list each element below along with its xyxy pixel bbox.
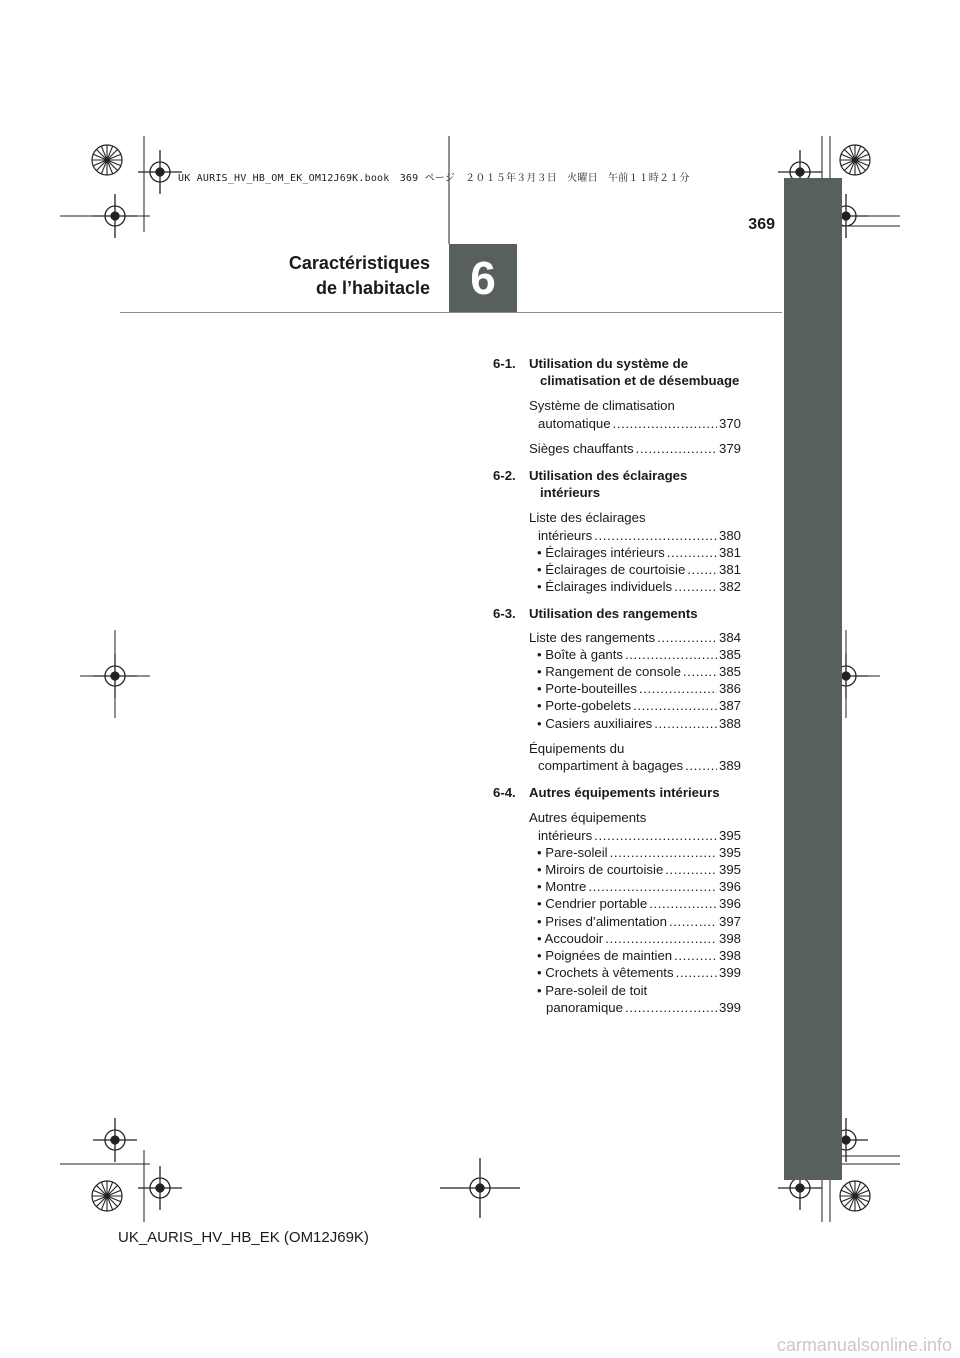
entry-page: 384 xyxy=(718,629,741,645)
toc-subentry[interactable] xyxy=(537,861,741,878)
subentry-label: • Prises d’alimentation xyxy=(537,913,667,929)
subentry-label: • Éclairages intérieurs xyxy=(537,544,665,560)
toc-subentry[interactable] xyxy=(537,715,741,732)
section-number: 6-1. xyxy=(493,356,516,371)
entry-page: 389 xyxy=(718,758,741,774)
toc-subentry[interactable] xyxy=(537,964,741,981)
subentry-label: • Éclairages individuels xyxy=(537,579,673,595)
toc-subentry[interactable] xyxy=(537,930,741,947)
entry-label-line-2: compartiment à bagages xyxy=(538,758,684,774)
entry-label-line-2: intérieurs xyxy=(538,827,593,843)
table-of-contents xyxy=(493,355,741,1016)
chapter-number-tab: 6 xyxy=(449,244,517,312)
subentry-label: • Boîte à gants xyxy=(537,646,623,662)
entry-label-line-1: Liste des éclairages xyxy=(529,510,646,526)
toc-subentry[interactable] xyxy=(537,663,741,680)
entry-page: 395 xyxy=(718,827,741,843)
toc-entry[interactable] xyxy=(529,809,741,843)
subentry-page: 385 xyxy=(718,646,741,662)
toc-subentry[interactable] xyxy=(537,844,741,861)
entry-page: 380 xyxy=(718,527,741,543)
entry-label-line-2: automatique xyxy=(538,415,611,431)
section-title: Utilisation des rangements xyxy=(529,606,698,622)
entry-label-line-1: Équipements du xyxy=(529,740,625,756)
toc-subentry[interactable] xyxy=(537,982,741,1016)
section-number: 6-3. xyxy=(493,606,516,622)
subentry-label: • Casiers auxiliaires xyxy=(537,715,653,731)
subentry-label: • Pare-soleil xyxy=(537,844,608,860)
subentry-label-line-1: • Pare-soleil de toit xyxy=(537,982,648,998)
section-title: Utilisation des éclairages intérieurs xyxy=(529,468,688,501)
toc-section-6-1 xyxy=(493,355,741,389)
chapter-title-line-1: Caractéristiques xyxy=(288,253,430,273)
subentry-label-line-2: panoramique xyxy=(546,999,623,1015)
toc-subentry[interactable] xyxy=(537,913,741,930)
toc-subentry[interactable] xyxy=(537,544,741,561)
subentry-page: 398 xyxy=(718,948,741,964)
entry-label-line-1: Autres équipements xyxy=(529,810,647,826)
toc-subentry[interactable] xyxy=(537,947,741,964)
toc-subentry[interactable] xyxy=(537,578,741,595)
section-number: 6-4. xyxy=(493,785,516,801)
entry-label-line-1: Système de climatisation xyxy=(529,398,675,414)
chapter-side-bar xyxy=(784,178,842,1180)
toc-subentry[interactable] xyxy=(537,697,741,714)
subentry-page: 386 xyxy=(718,681,741,697)
subentry-page: 395 xyxy=(718,862,741,878)
subentry-label: • Rangement de console xyxy=(537,664,681,680)
chapter-title-line-2: de l’habitacle xyxy=(315,278,430,298)
section-title: Utilisation du système de climatisation et de désembuage xyxy=(529,356,740,389)
toc-entry[interactable] xyxy=(529,440,741,457)
subentry-page: 399 xyxy=(718,999,741,1015)
subentry-page: 398 xyxy=(718,930,741,946)
entry-label: Liste des rangements xyxy=(529,629,656,645)
watermark: carmanualsonline.info xyxy=(776,1335,952,1355)
entry-page: 370 xyxy=(718,415,741,431)
subentry-label: • Poignées de maintien xyxy=(537,948,673,964)
entry-label: Sièges chauffants xyxy=(529,440,634,456)
subentry-label: • Crochets à vêtements xyxy=(537,965,674,981)
toc-subentry[interactable] xyxy=(537,878,741,895)
section-title: Autres équipements intérieurs xyxy=(529,785,720,801)
toc-section-6-4 xyxy=(493,784,741,801)
toc-entry[interactable] xyxy=(529,740,741,774)
subentry-page: 381 xyxy=(718,544,741,560)
subentry-page: 396 xyxy=(718,896,741,912)
subentry-page: 399 xyxy=(718,965,741,981)
subentry-label: • Cendrier portable xyxy=(537,896,648,912)
subentry-label: • Éclairages de courtoisie xyxy=(537,562,686,578)
subentry-page: 381 xyxy=(718,562,741,578)
subentry-page: 395 xyxy=(718,844,741,860)
subentry-page: 387 xyxy=(718,698,741,714)
subentry-page: 382 xyxy=(718,579,741,595)
toc-subentry[interactable] xyxy=(537,646,741,663)
toc-subentry[interactable] xyxy=(537,680,741,697)
subentry-page: 385 xyxy=(718,664,741,680)
entry-label-line-2: intérieurs xyxy=(538,527,593,543)
subentry-label: • Porte-bouteilles xyxy=(537,681,637,697)
toc-section-6-2 xyxy=(493,467,741,501)
toc-entry[interactable] xyxy=(529,629,741,646)
toc-entry[interactable] xyxy=(529,509,741,543)
toc-subentry[interactable] xyxy=(537,895,741,912)
subentry-label: • Montre xyxy=(537,879,587,895)
subentry-page: 396 xyxy=(718,879,741,895)
toc-entry[interactable] xyxy=(529,397,741,431)
book-stamp: UK AURIS_HV_HB_OM_EK_OM12J69K.book 369 ページ ２０１５年３月３日 火曜日 午前１１時２１分 xyxy=(178,173,690,184)
page-number: 369 xyxy=(748,216,775,233)
document-code: UK_AURIS_HV_HB_EK (OM12J69K) xyxy=(118,1229,369,1246)
entry-page: 379 xyxy=(718,440,741,456)
subentry-label: • Accoudoir xyxy=(537,930,604,946)
section-number: 6-2. xyxy=(493,468,516,484)
subentry-page: 397 xyxy=(718,913,741,929)
subentry-label: • Miroirs de courtoisie xyxy=(537,862,664,878)
header-divider xyxy=(120,312,782,313)
toc-subentry[interactable] xyxy=(537,561,741,578)
toc-section-6-3 xyxy=(493,605,741,622)
subentry-page: 388 xyxy=(718,715,741,731)
subentry-label: • Porte-gobelets xyxy=(537,698,632,714)
